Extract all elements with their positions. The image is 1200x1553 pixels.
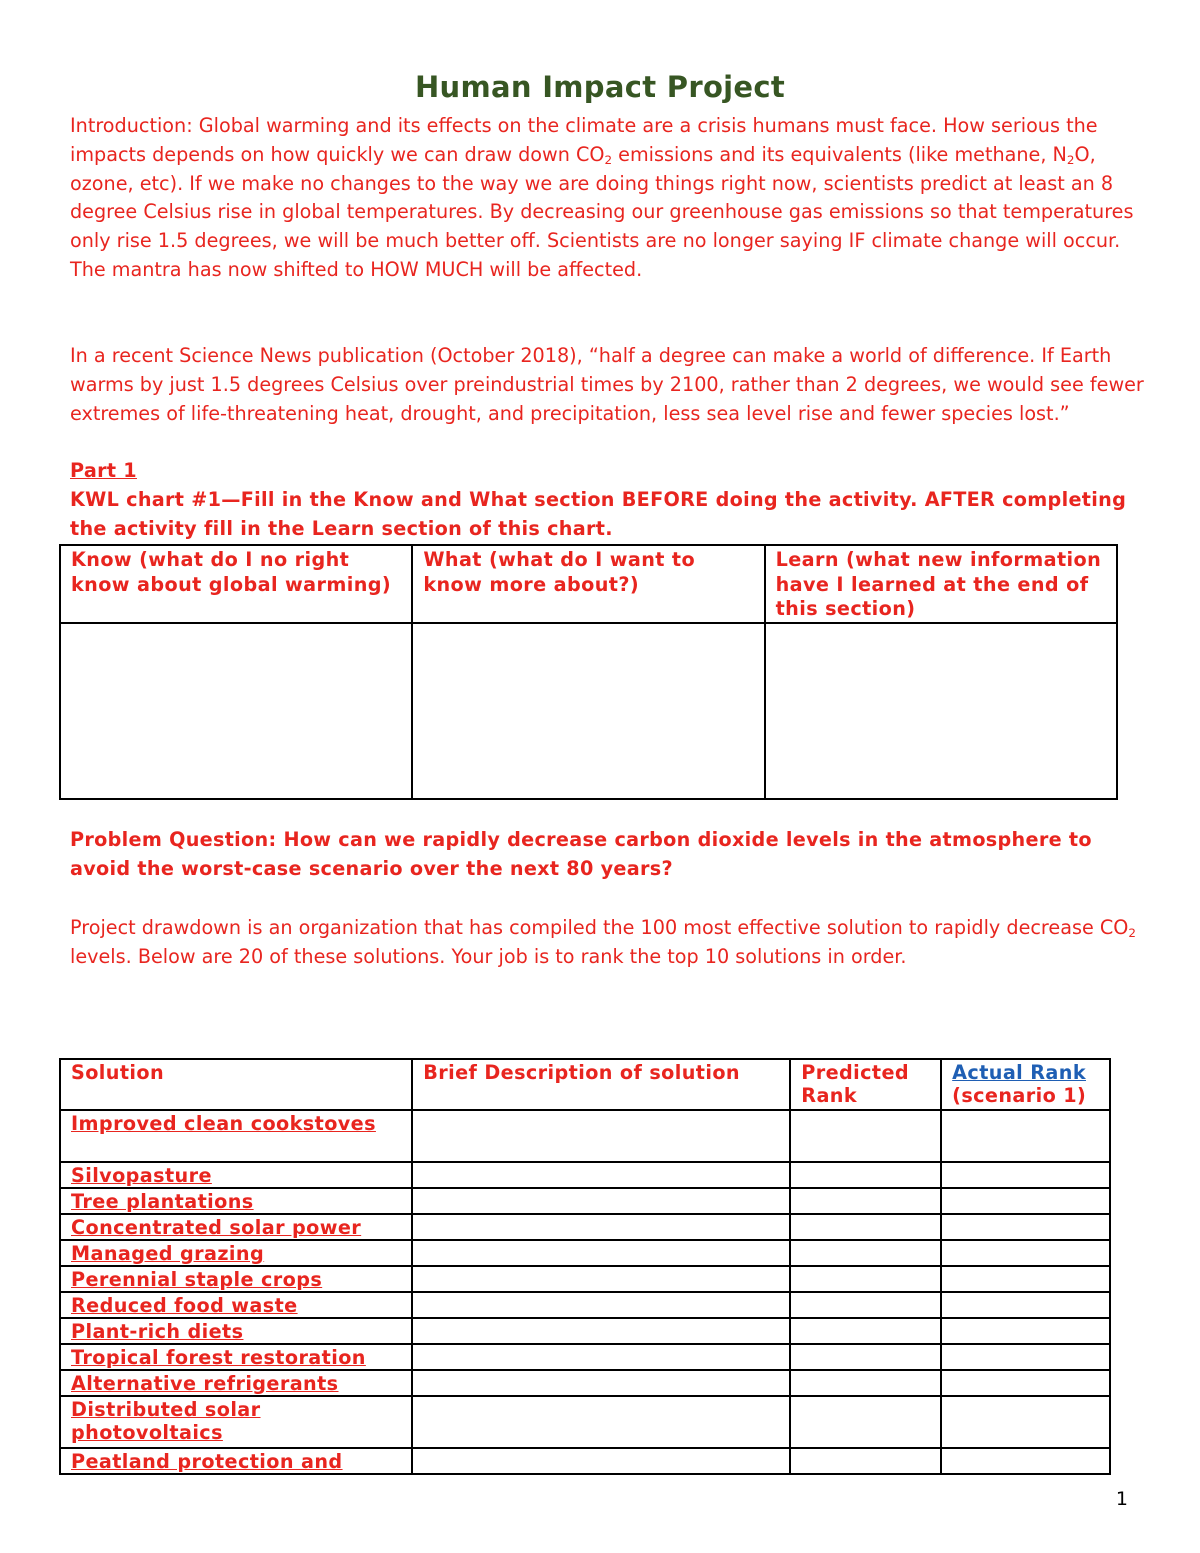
predicted-rank-cell[interactable] <box>790 1344 941 1370</box>
kwl-know-cell[interactable] <box>60 623 412 799</box>
description-cell[interactable] <box>412 1214 790 1240</box>
solution-name: Alternative refrigerants <box>60 1370 412 1396</box>
solution-name: Managed grazing <box>60 1240 412 1266</box>
table-row <box>60 1266 1110 1292</box>
description-cell[interactable] <box>412 1448 790 1474</box>
actual-rank-cell[interactable] <box>941 1266 1110 1292</box>
header-predicted-rank: Predicted Rank <box>790 1059 941 1110</box>
predicted-rank-cell[interactable] <box>790 1162 941 1188</box>
kwl-learn-cell[interactable] <box>765 623 1117 799</box>
solution-name: Concentrated solar power <box>60 1214 412 1240</box>
table-row <box>60 1396 1110 1448</box>
solution-name: Silvopasture <box>60 1162 412 1188</box>
actual-rank-cell[interactable] <box>941 1448 1110 1474</box>
kwl-header-know: Know (what do I no right know about global warming) <box>60 545 412 623</box>
description-cell[interactable] <box>412 1344 790 1370</box>
actual-rank-cell[interactable] <box>941 1188 1110 1214</box>
table-row <box>60 1162 1110 1188</box>
predicted-rank-cell[interactable] <box>790 1292 941 1318</box>
solution-name: Peatland protection and <box>60 1448 412 1474</box>
table-row <box>60 1344 1110 1370</box>
actual-rank-cell[interactable] <box>941 1240 1110 1266</box>
description-cell[interactable] <box>412 1110 790 1162</box>
table-row <box>60 1448 1110 1474</box>
description-cell[interactable] <box>412 1240 790 1266</box>
actual-rank-cell[interactable] <box>941 1344 1110 1370</box>
solution-name: Perennial staple crops <box>60 1266 412 1292</box>
solution-name: Plant-rich diets <box>60 1318 412 1344</box>
table-row <box>60 1240 1110 1266</box>
drawdown-paragraph: Project drawdown is an organization that has compiled the 100 most effective solution to rapidly decrease $CO_2$ levels. Below are 20 of these solutions. Your job is to rank the top 10 solutions in order. <box>70 916 1136 968</box>
header-solution: Solution <box>60 1059 412 1110</box>
description-cell[interactable] <box>412 1266 790 1292</box>
predicted-rank-cell[interactable] <box>790 1266 941 1292</box>
predicted-rank-cell[interactable] <box>790 1110 941 1162</box>
header-description: Brief Description of solution <box>412 1059 790 1110</box>
header-actual-rank: Actual Rank (scenario 1) <box>941 1059 1110 1110</box>
description-cell[interactable] <box>412 1162 790 1188</box>
solution-name: Improved clean cookstoves <box>60 1110 412 1162</box>
actual-rank-cell[interactable] <box>941 1214 1110 1240</box>
predicted-rank-cell[interactable] <box>790 1396 941 1448</box>
kwl-chart <box>59 544 1118 800</box>
predicted-rank-cell[interactable] <box>790 1214 941 1240</box>
solutions-table <box>59 1058 1111 1475</box>
actual-rank-cell[interactable] <box>941 1110 1110 1162</box>
predicted-rank-cell[interactable] <box>790 1370 941 1396</box>
description-cell[interactable] <box>412 1396 790 1448</box>
predicted-rank-cell[interactable] <box>790 1240 941 1266</box>
predicted-rank-cell[interactable] <box>790 1448 941 1474</box>
science-news-quote: In a recent Science News publication (October 2018), “half a degree can make a world of difference. If Earth warms by just 1.5 degrees Celsius over preindustrial times by 2100, rather than 2 degrees, we would see fewer extremes of life-threatening heat, drought, and precipitation, less sea level rise and fewer species lost.” <box>70 344 1144 425</box>
actual-rank-cell[interactable] <box>941 1292 1110 1318</box>
table-row <box>60 1214 1110 1240</box>
actual-rank-cell[interactable] <box>941 1162 1110 1188</box>
description-cell[interactable] <box>412 1370 790 1396</box>
actual-rank-cell[interactable] <box>941 1370 1110 1396</box>
intro-paragraph: Introduction: Global warming and its effects on the climate are a crisis humans must face. How serious the impacts depends on how quickly we can draw down $CO_2$ emissions and its equivalents (like methane, $N_2O$, ozone, etc). If we make no changes to the way we are doing things right now, scientists predict at least an 8 degree Celsius rise in global temperatures. By decreasing our greenhouse gas emissions so that temperatures only rise 1.5 degrees, we will be much better off. Scientists are no longer saying IF climate change will occur. The mantra has now shifted to HOW MUCH will be affected. <box>70 114 1134 281</box>
kwl-header-learn: Learn (what new information have I learned at the end of this section) <box>765 545 1117 623</box>
description-cell[interactable] <box>412 1318 790 1344</box>
actual-rank-cell[interactable] <box>941 1318 1110 1344</box>
page-number: 1 <box>1115 1488 1128 1510</box>
solution-name: Reduced food waste <box>60 1292 412 1318</box>
page-title: Human Impact Project <box>414 70 786 104</box>
solution-name: Tree plantations <box>60 1188 412 1214</box>
description-cell[interactable] <box>412 1292 790 1318</box>
problem-question: Problem Question: How can we rapidly decrease carbon dioxide levels in the atmosphere to avoid the worst-case scenario over the next 80 years? <box>70 828 1092 880</box>
kwl-instructions: KWL chart #1—Fill in the Know and What section BEFORE doing the activity. AFTER completing the activity fill in the Learn section of this chart. <box>70 488 1127 540</box>
solution-name: Tropical forest restoration <box>60 1344 412 1370</box>
description-cell[interactable] <box>412 1188 790 1214</box>
table-row <box>60 1188 1110 1214</box>
table-row <box>60 1110 1110 1162</box>
solution-name: Distributed solar photovoltaics <box>60 1396 412 1448</box>
kwl-header-what: What (what do I want to know more about?) <box>412 545 764 623</box>
actual-rank-cell[interactable] <box>941 1396 1110 1448</box>
table-row <box>60 1370 1110 1396</box>
predicted-rank-cell[interactable] <box>790 1188 941 1214</box>
actual-rank-link[interactable]: Actual Rank <box>952 1061 1086 1084</box>
table-row <box>60 1318 1110 1344</box>
kwl-what-cell[interactable] <box>412 623 764 799</box>
table-row <box>60 1292 1110 1318</box>
predicted-rank-cell[interactable] <box>790 1318 941 1344</box>
part1-heading: Part 1 <box>70 459 137 482</box>
